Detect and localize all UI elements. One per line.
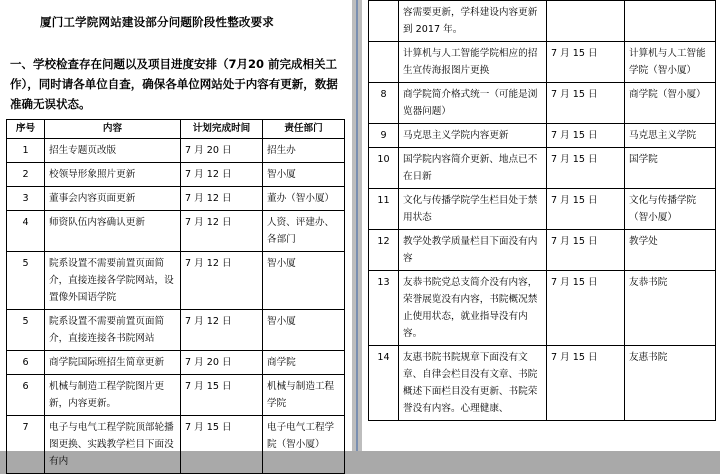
table-row [7,139,345,163]
cell-content: 校领导形象照片更新 [45,163,181,187]
cell-dept: 计算机与人工智能学院（智小厦） [625,42,716,83]
cell-date: 7 月 12 日 [181,252,263,310]
cell-dept: 机械与制造工程学院 [263,375,345,416]
cell-date [547,1,625,42]
cell-no: 4 [7,211,45,252]
cell-dept: 商学院 [263,351,345,375]
cell-no: 3 [7,187,45,211]
section-heading: 一、学校检查存在问题以及项目进度安排（7月20 前完成相关工作），同时请各单位自查，确保各单位网站处于内容有更新，数据准确无误状态。 [10,57,338,111]
cell-no: 12 [369,230,399,271]
page-divider-rule [356,0,358,451]
cell-dept: 智小厦 [263,252,345,310]
cell-date: 7 月 12 日 [181,163,263,187]
cell-no: 8 [369,83,399,124]
cell-no: 6 [7,351,45,375]
cell-dept: 文化与传播学院（智小厦） [625,189,716,230]
table-row [369,1,716,42]
table-row [369,346,716,421]
cell-content: 院系设置不需要前置页面简介，直接连接各学院网站，设置像外国语学院 [45,252,181,310]
cell-date: 7 月 15 日 [181,416,263,474]
table-row [369,148,716,189]
cell-content: 师资队伍内容确认更新 [45,211,181,252]
cell-dept: 智小厦 [263,163,345,187]
cell-date: 7 月 20 日 [181,139,263,163]
cell-date: 7 月 15 日 [547,271,625,346]
cell-date: 7 月 15 日 [547,230,625,271]
cell-dept: 友惠书院 [625,346,716,421]
cell-no: 1 [7,139,45,163]
cell-dept: 国学院 [625,148,716,189]
cell-no: 10 [369,148,399,189]
cell-content: 商学院简介格式统一（可能是浏览器问题） [399,83,547,124]
table-row [7,416,345,474]
cell-no: 14 [369,346,399,421]
cell-content: 友恭书院党总支简介没有内容，荣誉展览没有内容，书院概况禁止使用状态，就业指导没有内容。 [399,271,547,346]
cell-no [369,42,399,83]
table-row [369,124,716,148]
cell-date: 7 月 15 日 [547,124,625,148]
rectification-table-right [368,0,716,421]
cell-dept: 智小厦 [263,310,345,351]
cell-no: 13 [369,271,399,346]
cell-date: 7 月 20 日 [181,351,263,375]
cell-content: 容需要更新，学科建设内容更新到 2017 年。 [399,1,547,42]
table-row [7,375,345,416]
table-row [7,211,345,252]
cell-content: 机械与制造工程学院图片更新，内容更新。 [45,375,181,416]
cell-dept: 招生办 [263,139,345,163]
cell-dept [625,1,716,42]
table-row [7,310,345,351]
cell-date: 7 月 15 日 [547,42,625,83]
cell-content: 招生专题页改版 [45,139,181,163]
table-row [369,271,716,346]
document-page-left [0,0,352,467]
header-date: 计划完成时间 [181,120,263,139]
header-dept: 责任部门 [263,120,345,139]
cell-date: 7 月 15 日 [547,346,625,421]
table-row [7,351,345,375]
header-no: 序号 [7,120,45,139]
header-content: 内容 [45,120,181,139]
cell-content: 计算机与人工智能学院相应的招生宣传海报图片更换 [399,42,547,83]
page-divider [352,0,362,451]
cell-content: 教学处教学质量栏目下面没有内容 [399,230,547,271]
cell-no: 11 [369,189,399,230]
cell-date: 7 月 12 日 [181,211,263,252]
table-row [369,189,716,230]
cell-content: 董事会内容页面更新 [45,187,181,211]
cell-dept: 友恭书院 [625,271,716,346]
document-title: 厦门工学院网站建设部分问题阶段性整改要求 [40,15,274,29]
cell-dept: 人资、评建办、各部门 [263,211,345,252]
cell-content: 马克思主义学院内容更新 [399,124,547,148]
cell-date: 7 月 15 日 [547,83,625,124]
cell-no: 5 [7,252,45,310]
cell-content: 文化与传播学院学生栏目处于禁用状态 [399,189,547,230]
table-row [7,163,345,187]
cell-dept: 电子电气工程学院（智小厦） [263,416,345,474]
document-page-right [362,0,720,451]
cell-content: 电子与电气工程学院顶部轮播图更换、实践教学栏目下面没有内 [45,416,181,474]
rectification-table-left [6,119,345,474]
cell-content: 商学院国际班招生简章更新 [45,351,181,375]
table-row [369,83,716,124]
cell-no [369,1,399,42]
cell-no: 9 [369,124,399,148]
cell-date: 7 月 12 日 [181,310,263,351]
table-row [369,230,716,271]
cell-date: 7 月 15 日 [547,189,625,230]
table-row [7,187,345,211]
cell-no: 6 [7,375,45,416]
table-header-row [7,120,345,139]
cell-dept: 马克思主义学院 [625,124,716,148]
cell-no: 7 [7,416,45,474]
cell-no: 2 [7,163,45,187]
cell-date: 7 月 15 日 [181,375,263,416]
table-row [7,252,345,310]
cell-dept: 教学处 [625,230,716,271]
cell-date: 7 月 12 日 [181,187,263,211]
cell-content: 国学院内容简介更新、地点已不在日新 [399,148,547,189]
cell-no: 5 [7,310,45,351]
cell-dept: 董办（智小厦） [263,187,345,211]
cell-date: 7 月 15 日 [547,148,625,189]
table-row [369,42,716,83]
cell-content: 院系设置不需要前置页面简介，直接连接各书院网站 [45,310,181,351]
cell-dept: 商学院（智小厦） [625,83,716,124]
cell-content: 友惠书院书院规章下面没有文章、自律会栏目没有文章、书院概述下面栏目没有更新、书院荣誉没有内容。心理健康、 [399,346,547,421]
